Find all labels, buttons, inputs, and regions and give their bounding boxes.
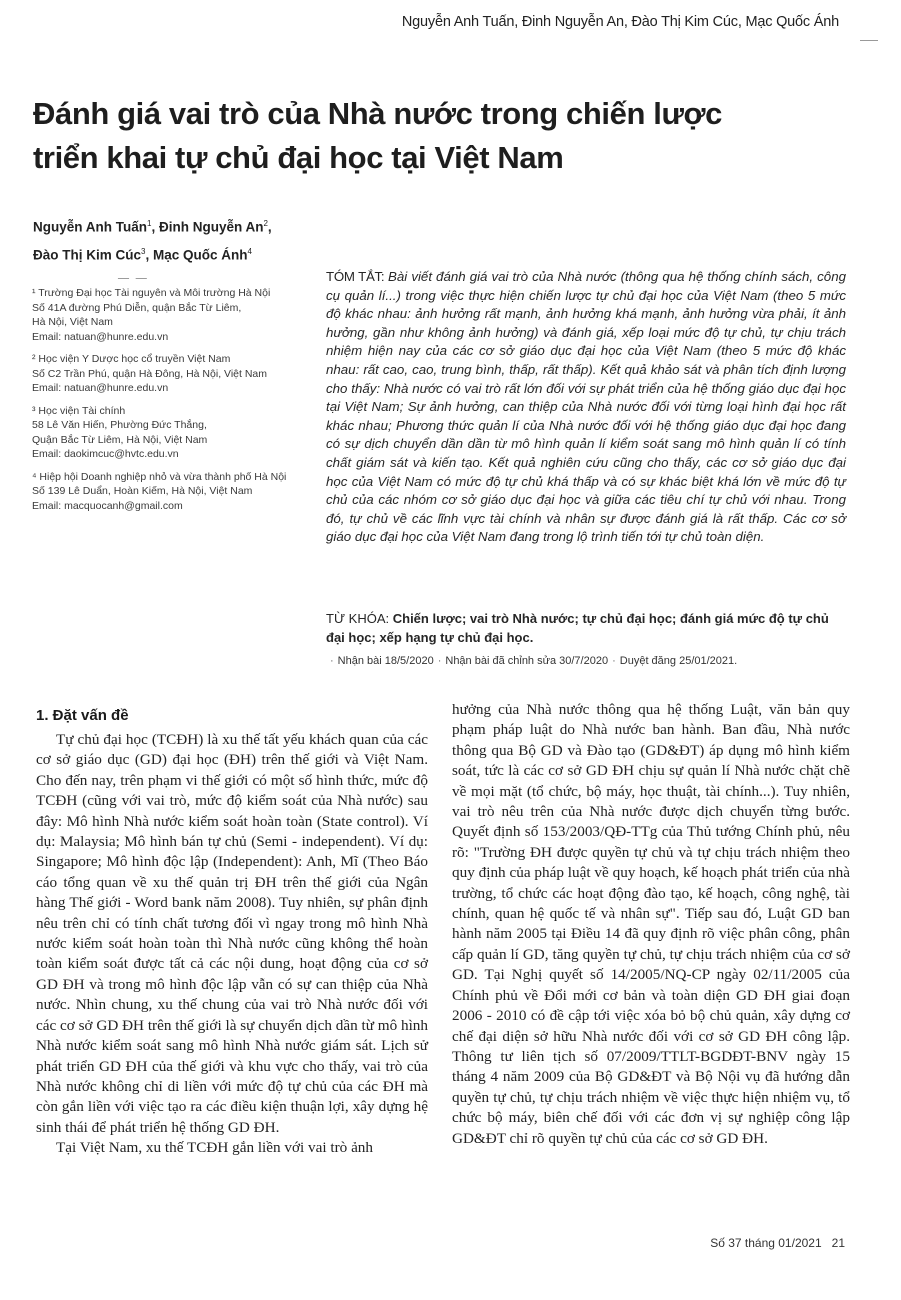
body-paragraph: hưởng của Nhà nước thông qua hệ thống Luật, văn bản quy phạm pháp luật do Nhà nước ban hành. Ban đầu, Nhà nước thông qua Bộ GD và Đào tạo (GD&ĐT) áp dụng mô hình kiểm soát, tức là các cơ sở GD ĐH chịu sự quản lí Nhà nước chặt chẽ về mọi mặt (tổ chức, bộ máy, học thuật, tài chính...). Tuy nhiên, vai trò nêu trên của Nhà nước được dịch chuyển từng bước. Quyết định số 153/2003/QĐ-TTg của Thủ tướng Chính phủ, nêu rõ: "Trường ĐH được quyền tự chủ và tự chịu trách nhiệm theo quy định của pháp luật về quy hoạch, kế hoạch phát triển của nhà trường, tổ chức các hoạt động đào tạo, kế hoạch, công nghệ, tài chính, quan hệ quốc tế và nhân sự". Tiếp sau đó, Luật GD ban hành năm 2005 tại Điều 14 đã quy định rõ việc phân công, phân cấp quản lí GD, tăng quyền tự chủ, tự chịu trách nhiệm của cơ sở GD. Tại Nghị quyết số 14/2005/NQ-CP ngày 02/11/2005 của Chính phủ về Đổi mới cơ bản và toàn diện GD ĐH giai đoạn 2006 - 2010 có đề cập tới việc xóa bỏ bộ chủ quản, xây dựng cơ chế đại diện sở hữu Nhà nước đối với cơ sở GD ĐH công lập. Thông tư liên tịch số 07/2009/TTLT-BGDĐT-BNV ngày 15 tháng 4 năm 2009 của Bộ GD&ĐT và Bộ Nội vụ đã hướng dẫn quyền tự chủ, tự chịu trách nhiệm về việc thực hiện nhiệm vụ, tổ chức bộ máy, biên chế đối với các đơn vị sự nghiệp công lập GD&ĐT chỉ rõ quyền tự chủ của các cơ sở GD ĐH. (452, 701, 850, 1147)
date-bullet: · (612, 655, 616, 667)
title-line-1: Đánh giá vai trò của Nhà nước trong chiến lược (33, 96, 722, 131)
date-bullet: · (437, 655, 442, 667)
affiliation-line: ⁴ Hiệp hội Doanh nghiệp nhỏ và vừa thành phố Hà Nội (32, 470, 287, 483)
body-paragraph: Tại Việt Nam, xu thế TCĐH gắn liền với vai trò ảnh (56, 1139, 373, 1157)
affiliation-line: Số 139 Lê Duẩn, Hoàn Kiếm, Hà Nội, Việt Nam (32, 485, 253, 497)
running-header: Nguyễn Anh Tuấn, Đinh Nguyễn An, Đào Thị Kim Cúc, Mạc Quốc Ánh (401, 14, 839, 30)
author-affil-mark: 3 (141, 246, 146, 256)
affiliation-divider: — — (118, 272, 149, 284)
affiliation-email[interactable]: Email: macquocanh@gmail.com (32, 499, 183, 512)
header-rule (860, 40, 878, 41)
date-received: Nhận bài 18/5/2020 (337, 655, 434, 667)
affiliation-line: ² Học viện Y Dược học cổ truyền Việt Nam (32, 353, 231, 365)
affiliation-item (32, 352, 302, 396)
affiliation-line: Hà Nội, Việt Nam (32, 316, 113, 328)
affiliation-item (32, 470, 302, 514)
abstract-label: TÓM TẮT: (326, 269, 389, 284)
affiliation-line: 58 Lê Văn Hiến, Phường Đức Thắng, (32, 419, 207, 431)
keywords-text: Chiến lược; vai trò Nhà nước; tự chủ đại học; đánh giá mức độ tự chủ đại học; xếp hạng tự chủ đại học. (326, 611, 829, 645)
affiliation-email[interactable]: Email: daokimcuc@hvtc.edu.vn (32, 448, 179, 460)
date-revised: Nhận bài đã chỉnh sửa 30/7/2020 (445, 655, 609, 667)
author-affil-mark: 4 (247, 246, 252, 256)
author-name: Đinh Nguyễn An (158, 219, 264, 235)
abstract (326, 268, 846, 547)
article-dates (326, 655, 846, 667)
abstract-text: Bài viết đánh giá vai trò của Nhà nước (thông qua hệ thống chính sách, công cụ quản lí...) trong việc thực hiện chiến lược tự chủ đại học của Việt Nam (theo 5 mức độ khác nhau: ảnh hưởng rất mạnh, ảnh hưởng khá mạnh, ảnh hưởng vừa phải, ít ảnh hưởng, gần như không ảnh hưởng) và đánh giá, xếp loại mức độ tự chủ, tự chịu trách nhiệm hiện nay của các cơ sở giáo dục đại học của Việt Nam (theo 5 mức độ khác nhau: rất cao, cao, trung bình, thấp, rất thấp). Kết quả khảo sát và phân tích định lượng cho thấy: Nhà nước có vai trò rất lớn đối với sự phát triển của hệ thống giáo dục đại học tại Việt Nam; Sự ảnh hưởng, can thiệp của Nhà nước đối với từng loại hình đại học rất khác nhau; Phương thức quản lí của Nhà nước đối với hệ thống giáo dục đại học đang có sự dịch chuyển dần dần từ mô hình quản lí kiểm soát sang mô hình quản lí có tính chất giám sát và kiến tạo. Kết quả nghiên cứu cũng cho thấy, các cơ sở giáo dục đại học của Việt Nam có mức độ tự chủ khá thấp và có sự khác biệt khá lớn về mức độ tự chủ của các nhóm cơ sở giáo dục đại học và giữa các tiêu chí tự chủ với nhau. Trong đó, tự chủ về các lĩnh vực tài chính và nhân sự được đánh giá là rất thấp. Các cơ sở giáo dục đại học của Việt Nam đang trong lộ trình tiến tới tự chủ toàn diện. (326, 269, 846, 545)
author-affil-mark: 2 (263, 219, 268, 228)
affiliation-line: Số C2 Trần Phú, quận Hà Đông, Hà Nội, Việt Nam (32, 367, 268, 380)
page-number: 21 (831, 1236, 845, 1250)
section-heading: 1. Đặt vấn đề (36, 707, 129, 724)
author-list (33, 212, 453, 267)
author-name: Đào Thị Kim Cúc (33, 247, 142, 262)
title-line-2: triển khai tự chủ đại học tại Việt Nam (33, 140, 564, 175)
affiliation-item (32, 286, 302, 344)
date-accepted: Duyệt đăng 25/01/2021. (619, 655, 738, 667)
keywords (326, 609, 846, 647)
author-affil-mark: 1 (147, 219, 152, 228)
issue-label: Số 37 tháng 01/2021 (710, 1236, 822, 1250)
keywords-label: TỪ KHÓA: (326, 611, 393, 626)
affiliation-line: ¹ Trường Đại học Tài nguyên và Môi trường Hà Nội (32, 287, 271, 299)
article-title (33, 92, 793, 180)
page-footer (710, 1236, 845, 1250)
affiliation-list (32, 286, 302, 521)
author-separator: , (151, 219, 159, 235)
body-paragraph: Tự chủ đại học (TCĐH) là xu thế tất yếu khách quan của các cơ sở giáo dục (GD) đại học (ĐH) trên thế giới và Việt Nam. Cho đến nay, trên phạm vi thế giới có một số hình thức, mức độ TCĐH (cũng với vai trò, mức độ kiểm soát của Nhà nước) sau đây: Mô hình Nhà nước kiểm soát hoàn toàn (State control). Ví dụ: Malaysia; Mô hình bán tự chủ (Semi - independent). Ví dụ: Singapore; Mô hình độc lập (Independent): Anh, Mĩ (Theo Báo cáo tổng quan về xu thế quản trị ĐH trên thế giới của Ngân hàng Thế giới - Word bank năm 2008). Tuy nhiên, sự phân định nêu trên chỉ có tính chất tương đối vì ngay trong mô hình Nhà nước kiểm soát hoàn toàn thì Nhà nước cũng không thể hoàn toàn kiểm soát được tất cả các nội dung, hoạt động của cơ sở GD ĐH và trong mô hình độc lập vẫn có sự can thiệp của Nhà nước. Nhìn chung, xu thế chung của vai trò Nhà nước đối với các cơ sở GD ĐH trên thế giới là sự chuyển dịch dần từ mô hình Nhà nước kiểm soát sang mô hình Nhà nước giám sát. Lịch sử phát triển GD ĐH của thế giới và khu vực cho thấy, vai trò của Nhà nước không chỉ di liền với mức độ tự chủ của các ĐH mà còn gắn liền với việc tạo ra các điều kiện thuận lợi, xây dựng hệ sinh thái để phát triển hệ thống GD ĐH. (36, 731, 428, 1136)
author-name: Nguyễn Anh Tuấn (33, 219, 147, 235)
affiliation-email[interactable]: Email: natuan@hunre.edu.vn (32, 382, 169, 394)
author-name: Mạc Quốc Ánh (152, 247, 248, 262)
affiliation-line: Quận Bắc Từ Liêm, Hà Nội, Việt Nam (32, 433, 208, 446)
date-bullet: · (330, 655, 334, 667)
affiliation-email[interactable]: Email: natuan@hunre.edu.vn (32, 330, 169, 343)
affiliation-item (32, 404, 302, 462)
author-separator: , (267, 219, 272, 235)
affiliation-line: ³ Học viện Tài chính (32, 404, 126, 417)
author-separator: , (145, 247, 153, 262)
body-column-left (36, 706, 428, 1159)
body-column-right (452, 700, 850, 1149)
affiliation-line: Số 41A đường Phú Diễn, quận Bắc Từ Liêm, (32, 301, 242, 314)
